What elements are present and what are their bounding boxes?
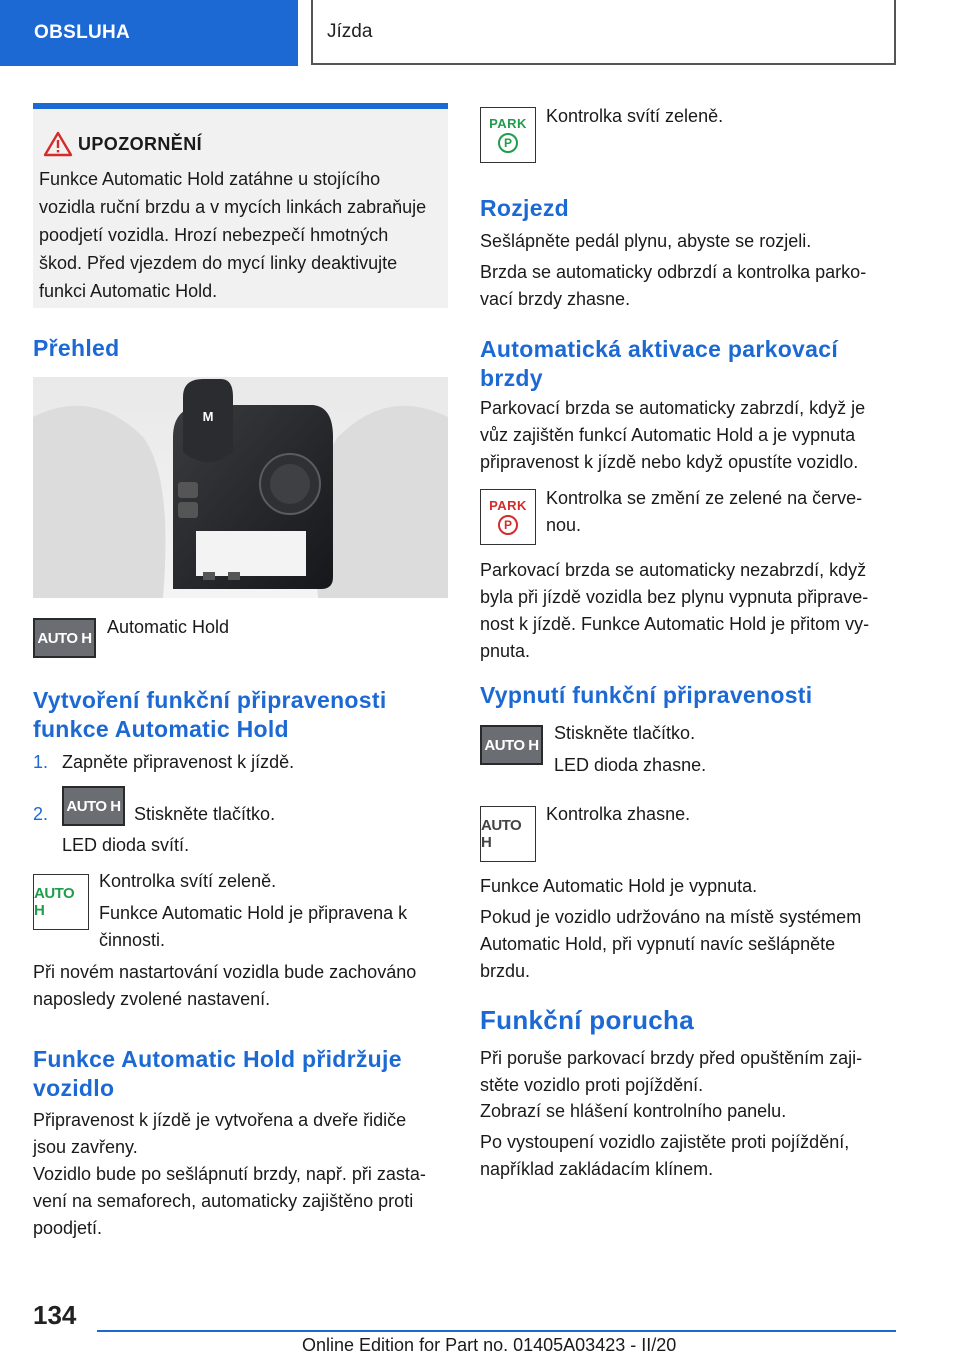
disable-p2-line: Pokud je vozidlo udržováno na místě systémem bbox=[480, 907, 862, 927]
drive-off-line: vací brzdy zhasne. bbox=[480, 289, 631, 309]
auto-park-line: vůz zajištěn funkcí Automatic Hold a je vypnuta bbox=[480, 425, 856, 445]
restart-note bbox=[33, 959, 416, 1013]
holds-line: Vozidlo bude po sešlápnutí brzdy, např. při zasta- bbox=[33, 1164, 426, 1184]
warning-line: škod. Před vjezdem do mycí linky deaktivujte bbox=[39, 253, 398, 273]
disable-button-text bbox=[554, 720, 706, 779]
fault-heading: Funkční porucha bbox=[480, 1005, 694, 1035]
disable-p2-line: Automatic Hold, při vypnutí navíc sešlápněte bbox=[480, 934, 836, 954]
chapter-title: Jízda bbox=[327, 20, 373, 42]
disable-line: LED dioda zhasne. bbox=[554, 755, 707, 775]
drive-off-line: Brzda se automaticky odbrzdí a kontrolka parko- bbox=[480, 262, 867, 282]
auto-park-line: byla při jízdě vozidla bez plynu vypnuta připrave- bbox=[480, 587, 869, 607]
indicator-line: činnosti. bbox=[99, 930, 166, 950]
footer-divider bbox=[97, 1330, 896, 1332]
button-caption: Automatic Hold bbox=[107, 617, 230, 637]
warning-box bbox=[33, 103, 448, 308]
holds-paragraph-2 bbox=[33, 1161, 426, 1242]
fault-line: stěte vozidlo proti pojíždění. bbox=[480, 1075, 704, 1095]
auto-hold-indicator-off-icon bbox=[480, 806, 536, 862]
fault-paragraph-3 bbox=[480, 1129, 849, 1183]
auto-park-heading-line: Automatická aktivace parkovací bbox=[480, 336, 839, 362]
auto-hold-indicator-green-icon bbox=[33, 874, 89, 930]
park-symbol: P bbox=[498, 515, 518, 535]
indicator-label: AUTO H bbox=[34, 885, 75, 919]
step-1-number: 1. bbox=[33, 752, 49, 772]
indicator-line: Funkce Automatic Hold je připravena k bbox=[99, 903, 408, 923]
create-heading-line: funkce Automatic Hold bbox=[33, 716, 289, 742]
section-title: OBSLUHA bbox=[34, 22, 131, 43]
fault-line: například zakládacím klínem. bbox=[480, 1159, 714, 1179]
drive-off-paragraph-2 bbox=[480, 259, 866, 313]
page-number: 134 bbox=[33, 1300, 77, 1330]
warning-line: vozidla ruční brzdu a v mycích linkách zabraňuje bbox=[39, 197, 427, 217]
disable-paragraph-2 bbox=[480, 904, 861, 985]
step-2-number: 2. bbox=[33, 804, 49, 824]
auto-hold-button-icon bbox=[62, 786, 125, 826]
auto-hold-button-label: AUTO H bbox=[37, 629, 92, 647]
disable-p2-line: brzdu. bbox=[480, 961, 531, 981]
restart-line: Při novém nastartování vozidla bude zachováno bbox=[33, 962, 417, 982]
auto-park-line: Parkovací brzda se automaticky zabrzdí, když je bbox=[480, 398, 866, 418]
disable-heading: Vypnutí funkční připravenosti bbox=[480, 682, 813, 708]
drive-off-heading: Rozjezd bbox=[480, 195, 569, 221]
auto-hold-button-icon bbox=[33, 618, 96, 658]
section-tab bbox=[0, 0, 298, 66]
auto-hold-button-icon bbox=[480, 725, 543, 765]
park-red-line: nou. bbox=[546, 515, 582, 535]
auto-park-line: Parkovací brzda se automaticky nezabrzdí, když bbox=[480, 560, 867, 580]
indicator-off-text: Kontrolka zhasne. bbox=[546, 804, 691, 824]
fault-paragraph-2: Zobrazí se hlášení kontrolního panelu. bbox=[480, 1101, 787, 1121]
create-heading bbox=[33, 686, 387, 744]
auto-hold-button-label: AUTO H bbox=[66, 797, 121, 815]
holds-heading-line: Funkce Automatic Hold přidržuje bbox=[33, 1046, 402, 1072]
holds-line: vení na semaforech, automaticky zajištěno proti bbox=[33, 1191, 414, 1211]
disable-line: Stiskněte tlačítko. bbox=[554, 723, 696, 743]
park-red-text bbox=[546, 485, 862, 539]
auto-park-line: připravenost k jízdě nebo když opustíte vozidlo. bbox=[480, 452, 859, 472]
indicator-line: Kontrolka svítí zeleně. bbox=[99, 871, 277, 891]
step-1-text: Zapněte připravenost k jízdě. bbox=[62, 752, 295, 772]
park-symbol: P bbox=[498, 133, 518, 153]
fault-line: Po vystoupení vozidlo zajistěte proti pojíždění, bbox=[480, 1132, 850, 1152]
holds-line: jsou zavřeny. bbox=[33, 1137, 138, 1157]
restart-line: naposledy zvolené nastavení. bbox=[33, 989, 271, 1009]
step-2-text: Stiskněte tlačítko. bbox=[134, 804, 276, 824]
edition-text: Online Edition for Part no. 01405A03423 - II/20 bbox=[302, 1335, 677, 1355]
disable-paragraph-1: Funkce Automatic Hold je vypnuta. bbox=[480, 876, 758, 896]
fault-paragraph-1 bbox=[480, 1045, 862, 1099]
warning-line: Funkce Automatic Hold zatáhne u stojícího bbox=[39, 169, 381, 189]
park-label: PARK bbox=[489, 498, 527, 513]
overview-heading: Přehled bbox=[33, 335, 120, 361]
holds-heading-line: vozidlo bbox=[33, 1075, 115, 1101]
fault-line: Při poruše parkovací brzdy před opuštěním zaji- bbox=[480, 1048, 863, 1068]
create-heading-line: Vytvoření funkční připravenosti bbox=[33, 687, 387, 713]
drive-off-paragraph-1: Sešlápněte pedál plynu, abyste se rozjeli. bbox=[480, 231, 812, 251]
led-on-text: LED dioda svítí. bbox=[62, 835, 190, 855]
park-label: PARK bbox=[489, 116, 527, 131]
holds-heading bbox=[33, 1045, 402, 1103]
indicator-label: AUTO H bbox=[481, 817, 522, 851]
holds-line: poodjetí. bbox=[33, 1218, 103, 1238]
park-indicator-red-icon bbox=[480, 489, 536, 545]
warning-line: poodjetí vozidla. Hrozí nebezpečí hmotných bbox=[39, 225, 389, 245]
park-indicator-green-icon bbox=[480, 107, 536, 163]
warning-text bbox=[39, 165, 444, 305]
center-console-photo bbox=[33, 377, 448, 598]
shifter-logo: M bbox=[202, 409, 214, 424]
holds-paragraph-1 bbox=[33, 1107, 406, 1161]
auto-park-line: pnuta. bbox=[480, 641, 531, 661]
auto-park-heading bbox=[480, 335, 838, 393]
auto-hold-button-label: AUTO H bbox=[484, 736, 539, 754]
auto-park-paragraph-2 bbox=[480, 557, 869, 665]
park-green-text: Kontrolka svítí zeleně. bbox=[546, 106, 724, 126]
warning-line: funkci Automatic Hold. bbox=[39, 281, 218, 301]
chapter-tab bbox=[311, 0, 896, 65]
auto-park-heading-line: brzdy bbox=[480, 365, 543, 391]
indicator-description bbox=[99, 868, 407, 954]
park-red-line: Kontrolka se změní ze zelené na červe- bbox=[546, 488, 863, 508]
holds-line: Připravenost k jízdě je vytvořena a dveře řidiče bbox=[33, 1110, 407, 1130]
auto-park-line: nost k jízdě. Funkce Automatic Hold je přitom vy- bbox=[480, 614, 870, 634]
warning-title: UPOZORNĚNÍ bbox=[78, 134, 203, 154]
auto-park-paragraph-1 bbox=[480, 395, 865, 476]
warning-icon bbox=[43, 131, 73, 157]
